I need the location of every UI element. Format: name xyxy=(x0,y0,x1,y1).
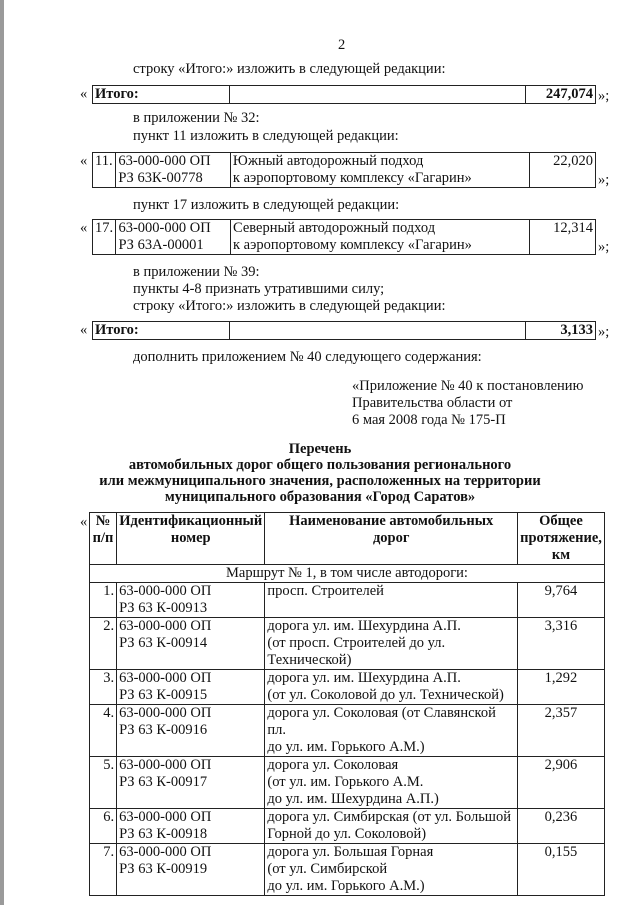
road-length: 2,357 xyxy=(517,705,604,757)
road-name-cell xyxy=(265,670,518,705)
road-name-cell xyxy=(265,705,518,757)
road-name-cell xyxy=(265,583,518,618)
title-line2: автомобильных дорог общего пользования регионального xyxy=(128,457,512,473)
road-id-cell xyxy=(117,618,265,670)
appendix-line2: Правительства области от xyxy=(352,395,513,411)
page-number: 2 xyxy=(338,37,346,53)
pril32-text: в приложении № 32: xyxy=(133,110,260,126)
road-id-cell xyxy=(117,844,265,896)
appendix-line1: «Приложение № 40 к постановлению xyxy=(352,378,584,394)
road-name-line1: Северный автодорожный подход xyxy=(233,220,436,236)
row-number: 1. xyxy=(90,583,117,618)
open-quote: « xyxy=(80,514,88,530)
road-length: 0,155 xyxy=(517,844,604,896)
road-id-cell xyxy=(117,757,265,809)
punkty48-text: пункты 4-8 признать утратившими силу; xyxy=(133,281,385,297)
row11-table xyxy=(92,152,596,188)
road-name-line3: до ул. им. Шехурдина А.П.) xyxy=(267,791,439,807)
row-number: 3. xyxy=(90,670,117,705)
header-name xyxy=(265,513,518,565)
table-row xyxy=(90,844,605,896)
header-id xyxy=(117,513,265,565)
header-length xyxy=(517,513,604,565)
road-id-line1: 63-000-000 ОП xyxy=(119,583,212,599)
row-number: 7. xyxy=(90,844,117,896)
itogo-table-1 xyxy=(92,85,596,104)
header-number-line1: № xyxy=(95,513,111,529)
road-id-line1: 63-000-000 ОП xyxy=(118,153,211,169)
road-name-line1: дорога ул. им. Шехурдина А.П. xyxy=(267,618,461,634)
road-length: 12,314 xyxy=(530,220,596,255)
road-name-cell xyxy=(265,844,518,896)
road-name-line2: к аэропортовому комплексу «Гагарин» xyxy=(232,170,472,186)
header-length-line3: км xyxy=(551,547,571,563)
road-name-cell xyxy=(265,757,518,809)
road-name-line2: (от ул. им. Горького А.М. xyxy=(267,774,424,790)
road-id-line2: РЗ 63 К-00914 xyxy=(119,635,208,651)
route-label: Маршрут № 1, в том числе автодороги: xyxy=(90,565,605,583)
punkt11-intro: пункт 11 изложить в следующей редакции: xyxy=(133,128,399,144)
row17-table xyxy=(92,219,596,255)
road-id-line2: РЗ 63 К-00916 xyxy=(119,722,208,738)
close-quote: »; xyxy=(598,324,610,340)
road-name-line2: (от ул. Соколовой до ул. Технической) xyxy=(267,687,504,703)
road-length: 1,292 xyxy=(517,670,604,705)
road-id-line2: РЗ 63А-00001 xyxy=(118,237,204,253)
pril39-text: в приложении № 39: xyxy=(133,264,260,280)
open-quote: « xyxy=(80,153,88,169)
road-length: 2,906 xyxy=(517,757,604,809)
header-name-line1: Наименование автомобильных xyxy=(289,513,494,529)
close-quote: »; xyxy=(598,88,610,104)
itogo-value: 247,074 xyxy=(526,86,596,104)
road-id-line2: РЗ 63 К-00917 xyxy=(119,774,208,790)
road-id-line2: РЗ 63К-00778 xyxy=(118,170,203,186)
road-id-line2: РЗ 63 К-00918 xyxy=(119,826,208,842)
header-name-line2: дорог xyxy=(372,530,410,546)
road-name-line2: (от ул. Симбирской xyxy=(267,861,388,877)
table-row xyxy=(90,618,605,670)
road-name-line2: к аэропортовому комплексу «Гагарин» xyxy=(233,237,472,253)
table-row xyxy=(90,670,605,705)
header-id-line2: номер xyxy=(170,530,211,546)
title-line1: Перечень xyxy=(288,441,352,457)
row-number: 6. xyxy=(90,809,117,844)
row-number: 11. xyxy=(93,153,116,188)
table-row xyxy=(90,583,605,618)
itogo-intro-text: строку «Итого:» изложить в следующей редакции: xyxy=(133,61,446,77)
itogo-label: Итого: xyxy=(93,322,230,340)
open-quote: « xyxy=(80,220,88,236)
road-length: 0,236 xyxy=(517,809,604,844)
table-row xyxy=(90,757,605,809)
road-length: 22,020 xyxy=(530,153,596,188)
road-name-line1: дорога ул. им. Шехурдина А.П. xyxy=(267,670,461,686)
open-quote: « xyxy=(80,322,88,338)
open-quote: « xyxy=(80,86,88,102)
road-name-cell xyxy=(265,809,518,844)
dopolnit-text: дополнить приложением № 40 следующего содержания: xyxy=(133,349,482,365)
road-id-line1: 63-000-000 ОП xyxy=(119,618,212,634)
title-line3: или межмуниципального значения, расположенных на территории xyxy=(99,473,541,489)
road-name-cell xyxy=(230,153,529,188)
road-id-line1: 63-000-000 ОП xyxy=(119,844,212,860)
itogo2-intro-text: строку «Итого:» изложить в следующей редакции: xyxy=(133,298,446,314)
road-id-cell xyxy=(116,220,231,255)
header-id-line1: Идентификационный xyxy=(119,513,263,529)
road-id-line2: РЗ 63 К-00915 xyxy=(119,687,208,703)
road-id-line2: РЗ 63 К-00913 xyxy=(119,600,208,616)
close-quote: »; xyxy=(598,172,610,188)
row-number: 4. xyxy=(90,705,117,757)
road-name-line2: Горной до ул. Соколовой) xyxy=(267,826,427,842)
header-length-line1: Общее xyxy=(539,513,583,529)
road-id-line1: 63-000-000 ОП xyxy=(119,670,212,686)
road-name-line2: (от просп. Строителей до ул. Технической) xyxy=(267,635,446,668)
table-row xyxy=(90,809,605,844)
row-number: 5. xyxy=(90,757,117,809)
road-name-line3: до ул. им. Горького А.М.) xyxy=(267,878,425,894)
road-id-cell xyxy=(117,705,265,757)
road-id-line1: 63-000-000 ОП xyxy=(118,220,211,236)
header-number-line2: п/п xyxy=(92,530,114,546)
itogo-table-2 xyxy=(92,321,596,340)
road-id-line1: 63-000-000 ОП xyxy=(119,705,212,721)
road-id-cell xyxy=(117,809,265,844)
punkt17-intro: пункт 17 изложить в следующей редакции: xyxy=(133,197,400,213)
road-name-line1: дорога ул. Соколовая (от Славянской пл. xyxy=(267,705,496,738)
title-line4: муниципального образования «Город Саратов» xyxy=(164,489,476,505)
empty-cell xyxy=(229,322,526,340)
close-quote: »; xyxy=(598,239,610,255)
road-name-line1: дорога ул. Соколовая xyxy=(267,757,399,773)
appendix-line3: 6 мая 2008 года № 175-П xyxy=(352,412,506,428)
road-id-cell xyxy=(116,153,231,188)
row-number: 2. xyxy=(90,618,117,670)
itogo-value: 3,133 xyxy=(526,322,596,340)
road-id-line2: РЗ 63 К-00919 xyxy=(119,861,208,877)
road-name-cell xyxy=(265,618,518,670)
road-name-line1: просп. Строителей xyxy=(267,583,384,599)
route-row xyxy=(90,565,605,583)
road-id-cell xyxy=(117,583,265,618)
road-length: 9,764 xyxy=(517,583,604,618)
empty-cell xyxy=(229,86,526,104)
table-row xyxy=(90,705,605,757)
header-length-line2: протяжение, xyxy=(520,530,602,546)
road-name-line2: до ул. им. Горького А.М.) xyxy=(267,739,425,755)
road-name-cell xyxy=(231,220,530,255)
road-id-line1: 63-000-000 ОП xyxy=(119,757,212,773)
road-name-line1: Южный автодорожный подход xyxy=(232,153,424,169)
road-id-line1: 63-000-000 ОП xyxy=(119,809,212,825)
itogo-label: Итого: xyxy=(93,86,230,104)
row-number: 17. xyxy=(93,220,116,255)
road-name-line1: дорога ул. Большая Горная xyxy=(267,844,434,860)
header-number xyxy=(90,513,117,565)
road-length: 3,316 xyxy=(517,618,604,670)
road-name-line1: дорога ул. Симбирская (от ул. Большой xyxy=(267,809,511,825)
road-id-cell xyxy=(117,670,265,705)
table-header-row xyxy=(90,513,605,565)
roads-table xyxy=(89,512,605,896)
